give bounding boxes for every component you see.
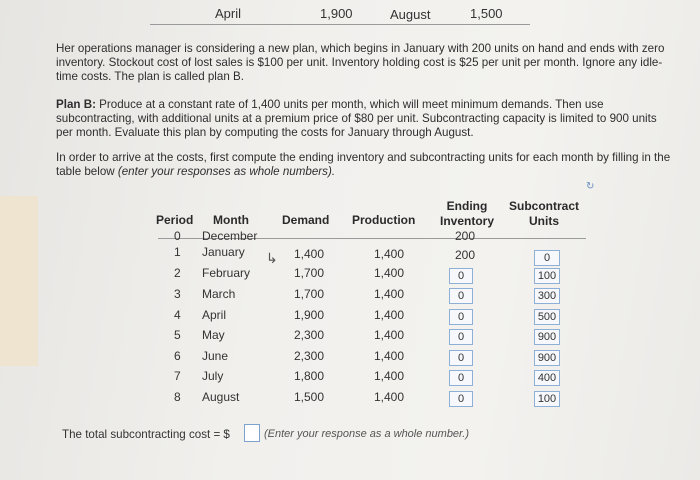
header-sub-1: Subcontract (508, 199, 579, 213)
row3-demand: 1,700 (293, 287, 324, 301)
row3-month: March (202, 287, 236, 301)
row7-sub-input[interactable]: 400 (534, 370, 560, 386)
row5-production: 1,400 (373, 328, 404, 342)
row5-ending-input[interactable]: 0 (449, 329, 473, 345)
row1-production: 1,400 (373, 247, 404, 261)
intro-paragraph: Her operations manager is considering a new plan, which begins in January with 200 units on hand and ends with zero inventory. Stockout cost of lost sales is $100 per unit. Inventory holding cost is $25 per unit per month. Ignore any idle-time costs. The plan is called plan B. (56, 42, 665, 84)
total-cost-label: The total subcontracting cost = $ (62, 428, 230, 441)
row8-period: 8 (174, 390, 181, 404)
row5-demand: 2,300 (293, 328, 324, 342)
row2-period: 2 (174, 266, 181, 280)
row0-month: December (202, 229, 258, 243)
row2-demand: 1,700 (293, 266, 324, 280)
plan-label: Plan B: (56, 98, 96, 111)
row4-sub-input[interactable]: 500 (534, 309, 560, 325)
header-demand: Demand (282, 213, 330, 227)
header-production: Production (352, 213, 416, 227)
row7-production: 1,400 (373, 369, 404, 383)
row5-period: 5 (174, 328, 181, 342)
row1-month: January (202, 245, 245, 259)
row7-ending-input[interactable]: 0 (449, 370, 473, 386)
row3-sub-input[interactable]: 300 (534, 288, 560, 304)
top-month-left: April (215, 6, 242, 21)
row1-sub-input[interactable]: 0 (534, 250, 560, 266)
top-value-right: 1,500 (470, 6, 503, 21)
row6-production: 1,400 (373, 349, 404, 363)
header-sub-2: Units (529, 214, 559, 228)
row3-production: 1,400 (373, 287, 404, 301)
row7-month: July (202, 369, 224, 383)
total-cost-hint: (Enter your response as a whole number.) (264, 428, 470, 440)
cursor-arrow-icon: ↳ (266, 250, 278, 266)
row1-period: 1 (174, 245, 181, 259)
row8-month: August (202, 390, 240, 404)
row4-month: April (202, 308, 227, 322)
row1-demand: 1,400 (293, 247, 324, 261)
row8-ending-input[interactable]: 0 (449, 391, 473, 407)
row3-ending-input[interactable]: 0 (449, 288, 473, 304)
header-month: Month (213, 213, 249, 227)
instruction-hint: (enter your responses as whole numbers). (117, 165, 336, 179)
row4-period: 4 (174, 308, 181, 322)
top-month-right: August (390, 7, 431, 22)
row2-production: 1,400 (373, 266, 404, 280)
row2-sub-input[interactable]: 100 (534, 268, 560, 284)
top-value-left: 1,900 (320, 6, 353, 21)
row3-period: 3 (174, 287, 181, 301)
header-period: Period (156, 213, 194, 227)
instruction-text: In order to arrive at the costs, first compute the ending inventory and subcontracting units for each month by filling in the table below (56, 151, 671, 179)
row6-period: 6 (174, 349, 181, 363)
row5-sub-input[interactable]: 900 (534, 329, 560, 345)
row4-ending-input[interactable]: 0 (449, 309, 473, 325)
total-cost-input[interactable] (244, 424, 260, 442)
row4-demand: 1,900 (293, 308, 324, 322)
row0-ending: 200 (455, 229, 476, 243)
row6-sub-input[interactable]: 900 (534, 350, 560, 366)
row0-period: 0 (174, 229, 181, 243)
header-ending-1: Ending (446, 199, 488, 213)
row6-month: June (202, 349, 229, 363)
plan-text: Produce at a constant rate of 1,400 units per month, which will meet minimum demands. Then use subcontracting, with additional units at a premium price of $80 per unit. Subcontracting capacity is limited to 900 units per month. Evaluate this plan by computing the costs for January through August. (56, 98, 657, 140)
row7-period: 7 (174, 369, 181, 383)
row2-month: February (202, 266, 251, 280)
row6-demand: 2,300 (293, 349, 324, 363)
row8-production: 1,400 (373, 390, 404, 404)
header-ending-2: Inventory (439, 214, 494, 228)
row4-production: 1,400 (373, 308, 404, 322)
refresh-icon[interactable]: ↻ (586, 181, 595, 192)
row8-demand: 1,500 (293, 390, 324, 404)
row2-ending-input[interactable]: 0 (449, 268, 473, 284)
row1-ending: 200 (455, 248, 476, 262)
row7-demand: 1,800 (293, 369, 324, 383)
row8-sub-input[interactable]: 100 (534, 391, 560, 407)
row5-month: May (202, 328, 225, 342)
row6-ending-input[interactable]: 0 (449, 350, 473, 366)
